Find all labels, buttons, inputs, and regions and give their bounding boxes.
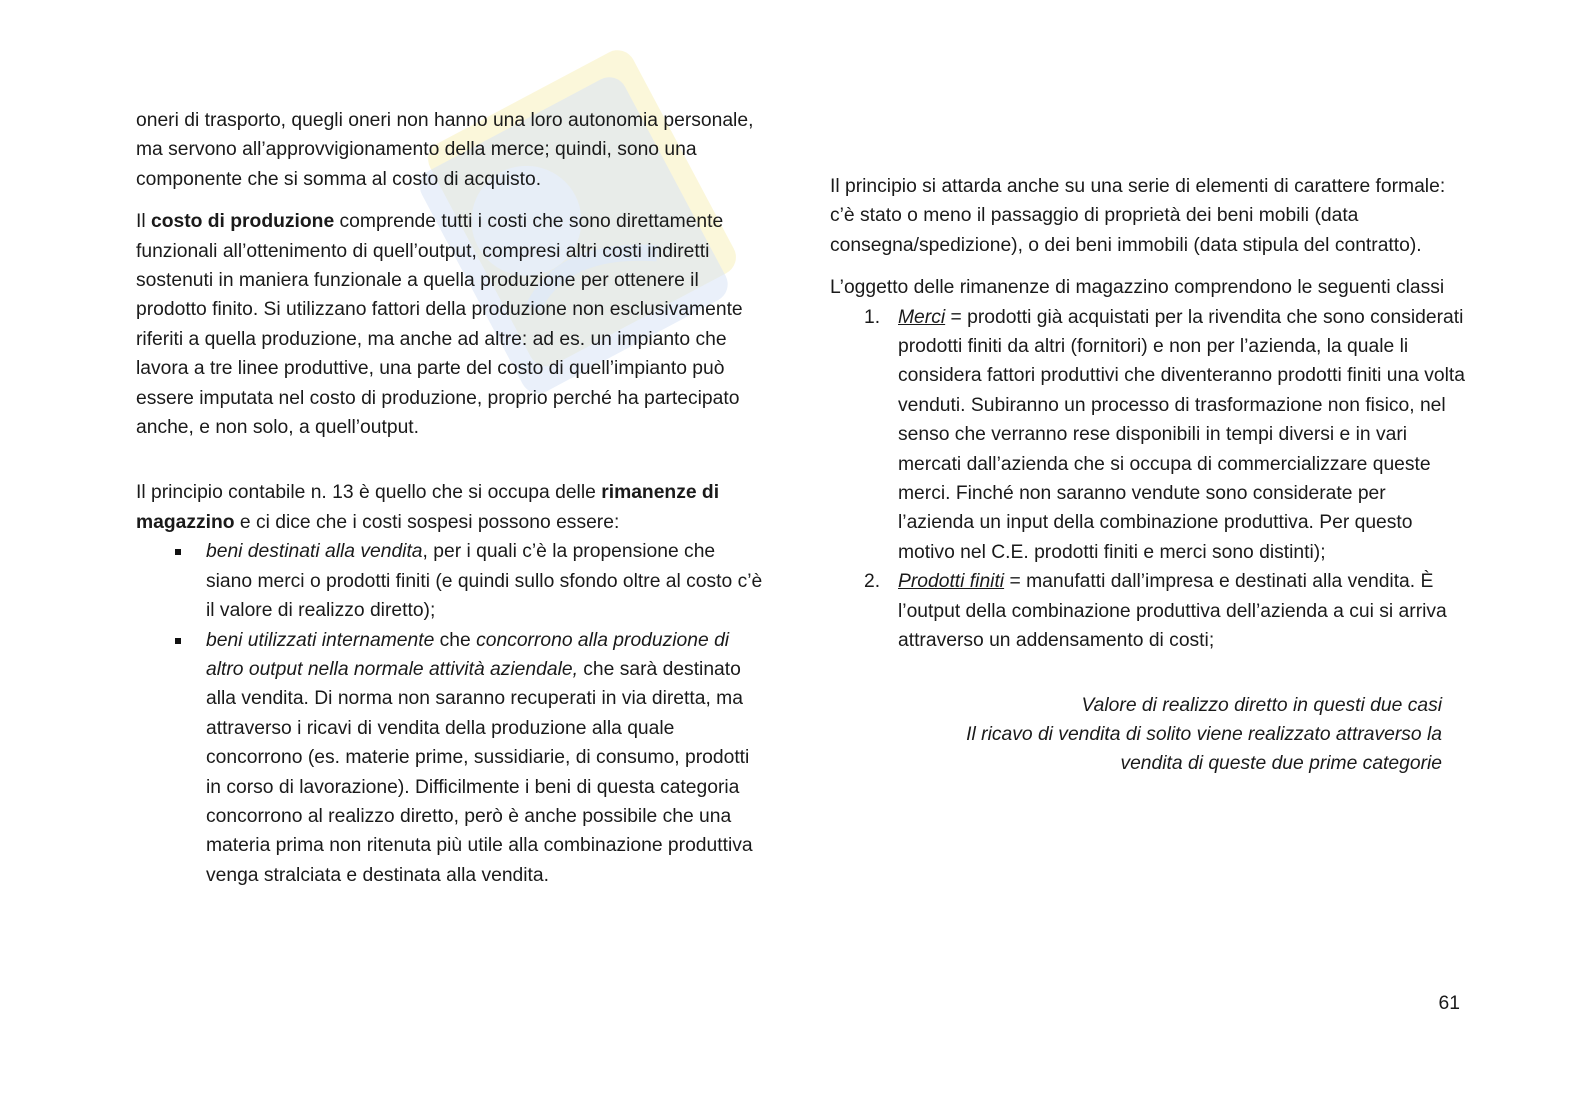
italic-term: beni utilizzati internamente (206, 629, 435, 651)
text-run: , per i quali c’è la propensione che siano merci o prodotti finiti (e quindi sullo sfondo oltre al costo c’è il valore di realizzo diretto); (206, 541, 763, 622)
text-run: che sarà destinato alla vendita. Di norma non saranno recuperati in via diretta, ma attraverso i ricavi di vendita della produzione alla quale concorrono (es. materie prime, sussidiarie, di consumo, prodotti in corso di lavorazione). Difficilmente i beni di questa categoria concorrono al realizzo diretto, però è anche possibile che una materia prima non ritenuta più utile alla combinazione produttiva venga stralciata e destinata alla vendita. (206, 658, 753, 886)
paragraph-costo-produzione (136, 207, 766, 442)
list-item (206, 537, 766, 625)
numbered-list (830, 303, 1466, 656)
page-number: 61 (1438, 993, 1460, 1014)
note-line: Valore di realizzo diretto in questi due casi (1081, 694, 1442, 716)
text-run: e ci dice che i costi sospesi possono essere: (234, 511, 620, 533)
paragraph-principio-formale: Il principio si attarda anche su una serie di elementi di carattere formale: c’è stato o meno il passaggio di proprietà dei beni mobili (data consegna/spedizione), o dei beni immobili (data stipula del contratto). (830, 176, 1446, 256)
paragraph-principio-13 (136, 478, 766, 537)
list-item (864, 303, 1466, 568)
term-merci: Merci (898, 306, 946, 328)
bold-term-costo-produzione: costo di produzione (151, 211, 335, 233)
italic-note (830, 691, 1466, 779)
right-column (830, 172, 1466, 779)
paragraph-oggetto-rimanenze: L’oggetto delle rimanenze di magazzino comprendono le seguenti classi (830, 277, 1445, 299)
italic-term: beni destinati alla vendita (206, 541, 423, 563)
bold-term-rimanenze: rimanenze di magazzino (136, 482, 720, 533)
note-line: vendita di queste due prime categorie (1120, 753, 1442, 775)
text-run: comprende tutti i costi che sono direttamente funzionali all’ottenimento di quell’output, compresi altri costi indiretti sostenuti in maniera funzionale a quella produzione per ottenere il prodotto finito. Si utilizzano fattori della produzione non esclusivamente riferiti a quella produzione, ma anche ad altre: ad es. un impianto che lavora a tre linee produttive, una parte del costo di quell’impianto può essere imputata nel costo di produzione, proprio perché ha partecipato anche, e non solo, a quell’output. (136, 211, 743, 439)
text-run: Il principio contabile n. 13 è quello che si occupa delle (136, 482, 602, 504)
list-number: 2. (864, 571, 881, 593)
term-prodotti-finiti: Prodotti finiti (898, 571, 1005, 593)
text-run: = prodotti già acquistati per la rivendita che sono considerati prodotti finiti da altri (fornitori) e non per l’azienda, la quale li considera fattori produttivi che diventeranno prodotti finiti una volta venduti. Subiranno un processo di trasformazione non fisico, nel senso che verranno rese disponibili in tempi diversi e in vari mercati dall’azienda che si occupa di commercializzare queste merci. Finché non saranno vendute sono considerate per l’azienda un input della combinazione produttiva. Per questo motivo nel C.E. prodotti finiti e merci sono distinti); (898, 306, 1465, 563)
list-item (864, 567, 1466, 655)
bullet-list (136, 537, 766, 890)
italic-term: concorrono alla produzione di altro output nella normale attività aziendale, (206, 629, 730, 680)
list-number: 1. (864, 306, 881, 328)
note-line: Il ricavo di vendita di solito viene realizzato attraverso la (966, 723, 1442, 745)
left-column (136, 106, 766, 890)
paragraph-oneri-trasporto: oneri di trasporto, quegli oneri non hanno una loro autonomia personale, ma servono all’approvvigionamento della merce; quindi, sono una componente che si somma al costo di acquisto. (136, 110, 754, 190)
text-run: Il (136, 211, 151, 233)
text-run: = manufatti dall’impresa e destinati alla vendita. È l’output della combinazione produttiva dell’azienda a cui si arriva attraverso un addensamento di costi; (898, 571, 1447, 652)
list-item (206, 626, 766, 891)
text-run: che (434, 629, 477, 651)
